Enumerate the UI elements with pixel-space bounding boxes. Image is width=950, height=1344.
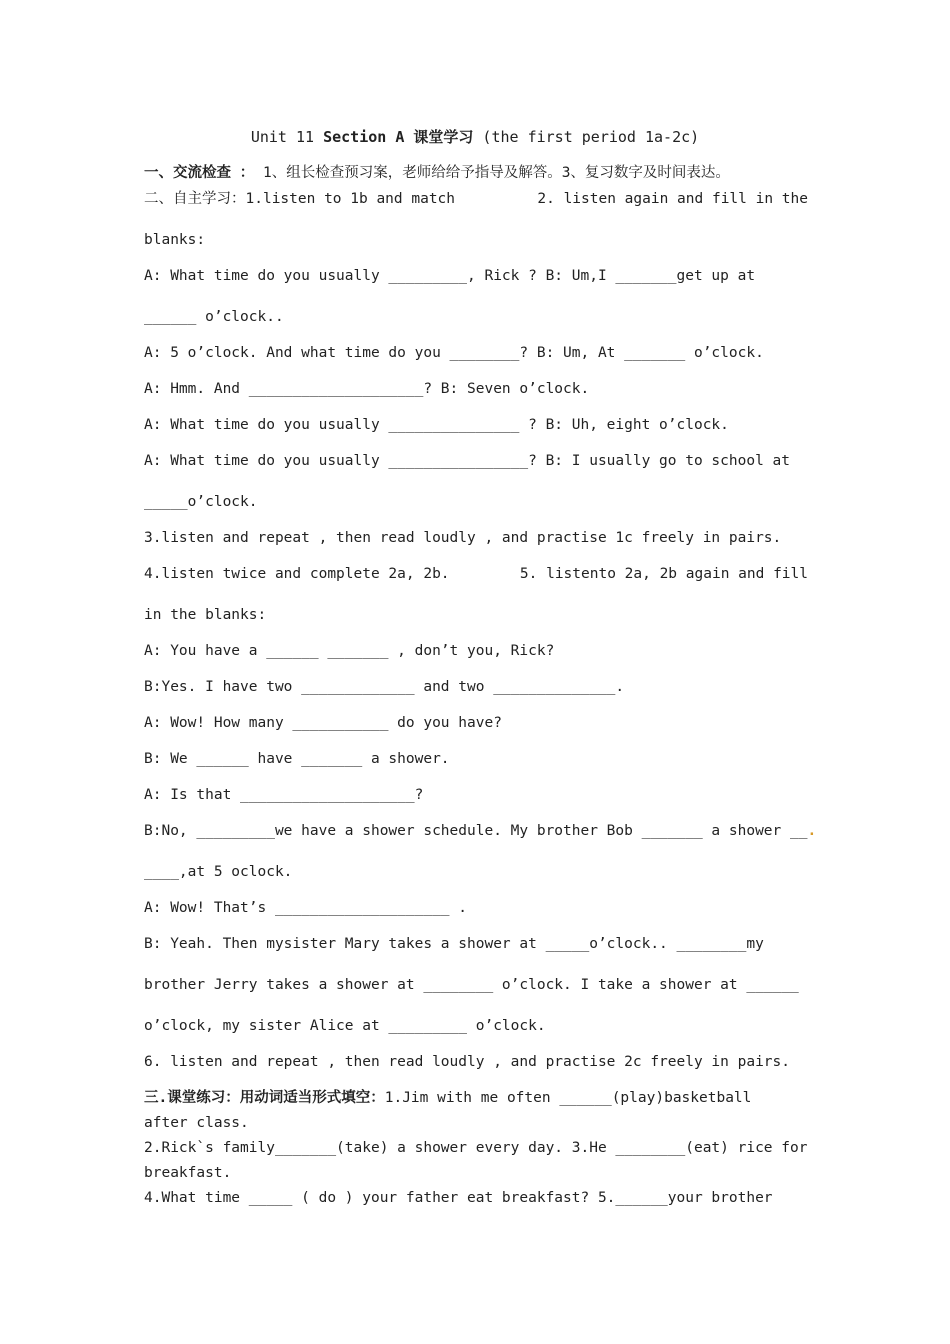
dialog1-line: _____o’clock. — [144, 494, 258, 510]
orange-mark: . — [807, 823, 817, 839]
part2-line — [144, 189, 808, 209]
dialog2-line: ____,at 5 oclock. — [144, 864, 293, 880]
title-unit: Unit 11 — [250, 128, 315, 146]
dialog1-line: ______ o’clock.. — [144, 309, 284, 325]
dialog1-line: A: Hmm. And ____________________? B: Seven o’clock. — [144, 381, 590, 397]
dialog2-line: B: Yeah. Then mysister Mary takes a shower at _____o’clock.. ________my — [144, 936, 764, 952]
dialog2-line: A: Is that ____________________? — [144, 787, 424, 803]
dialog2-line: B: We ______ have _______ a shower. — [144, 751, 450, 767]
dialog1-line: A: What time do you usually _______________ ? B: Uh, eight o’clock. — [144, 417, 729, 433]
dialog1-line: A: What time do you usually _________, Rick ? B: Um,I _______get up at — [144, 268, 756, 284]
task3-line: 3.listen and repeat , then read loudly , and practise 1c freely in pairs. — [144, 530, 782, 546]
dialog2-line: B:Yes. I have two _____________ and two ______________. — [144, 679, 625, 695]
part3-heading: 三.课堂练习：用动词适当形式填空： — [144, 1090, 385, 1106]
page-title — [0, 127, 950, 147]
part3-q2-cont: breakfast. — [144, 1165, 232, 1181]
part3-q2: 2.Rick`s family_______(take) a shower every day. 3.He ________(eat) rice for — [144, 1140, 808, 1156]
part2-task2: 2. listen again and fill in the — [537, 191, 808, 207]
part3-q4: 4.What time _____ ( do ) your father eat breakfast? 5.______your brother — [144, 1190, 773, 1206]
part2-task2-cont: blanks: — [144, 232, 206, 248]
part1-line — [144, 163, 808, 183]
task5-cont: in the blanks: — [144, 607, 267, 623]
task4-5-line — [144, 564, 808, 584]
dialog2-line: o’clock, my sister Alice at _________ o’clock. — [144, 1018, 546, 1034]
dialog2-line: A: Wow! How many ___________ do you have? — [144, 715, 502, 731]
dialog2-line: A: Wow! That’s ____________________ . — [144, 900, 468, 916]
dialog2-line — [144, 821, 817, 841]
dialog1-line: A: What time do you usually ________________? B: I usually go to school at — [144, 453, 791, 469]
dialog1-line: A: 5 o’clock. And what time do you ________? B: Um, At _______ o’clock. — [144, 345, 764, 361]
part3-q1: 1.Jim with me often ______(play)basketball — [384, 1090, 752, 1106]
part3-q1-cont: after class. — [144, 1115, 249, 1131]
task6-line: 6. listen and repeat , then read loudly , and practise 2c freely in pairs. — [144, 1054, 791, 1070]
title-section: Section A 课堂学习 — [323, 128, 474, 146]
dialog2-line: A: You have a ______ _______ , don’t you, Rick? — [144, 643, 555, 659]
dialog2-line-text: B:No, _________we have a shower schedule. My brother Bob _______ a shower __ — [144, 823, 808, 839]
task5: 5. listento 2a, 2b again and fill — [519, 566, 808, 582]
part1-text: 1、组长检查预习案，老师给给予指导及解答。3、复习数字及时间表达。 — [262, 165, 730, 181]
task4: 4.listen twice and complete 2a, 2b. — [144, 566, 450, 582]
dialog2-line: brother Jerry takes a shower at ________ o’clock. I take a shower at ______ — [144, 977, 799, 993]
part2-task1: 1.listen to 1b and match — [245, 191, 456, 207]
part3-line — [144, 1088, 808, 1108]
part1-heading: 一、交流检查 ： — [144, 165, 255, 181]
part2-heading: 二、自主学习： — [144, 191, 246, 207]
title-period: (the first period 1a-2c) — [482, 128, 700, 146]
